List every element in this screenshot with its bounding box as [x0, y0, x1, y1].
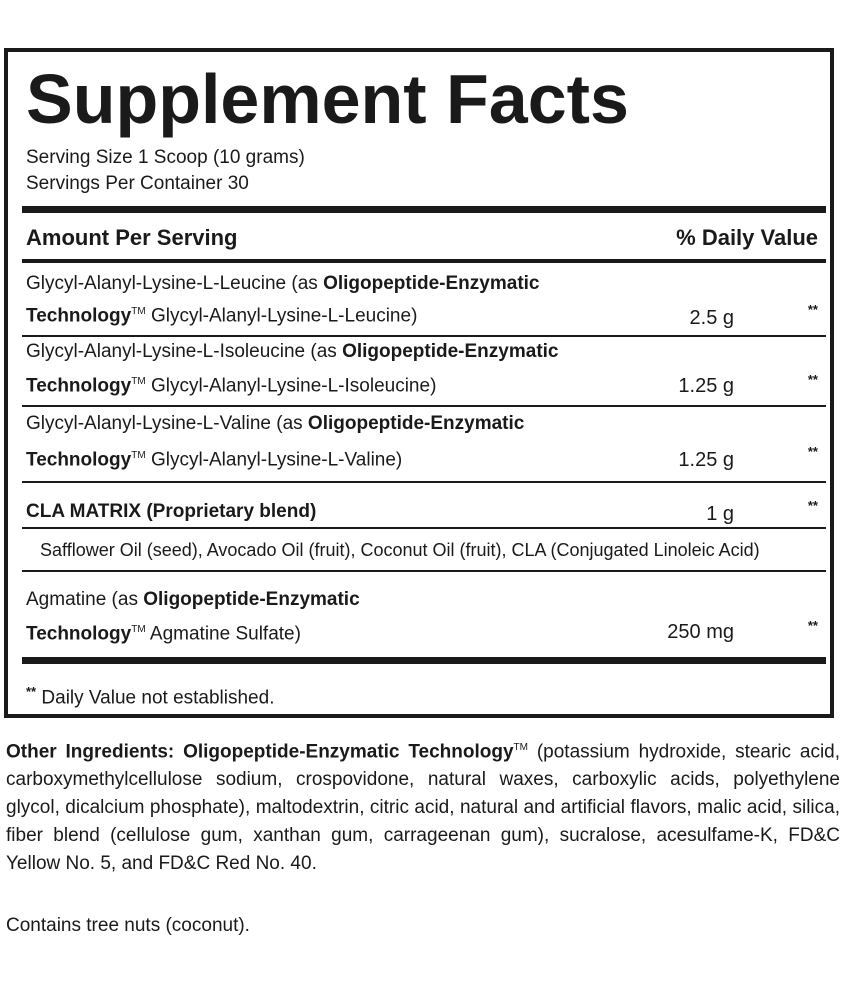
row-valine-line2: Technology™ Glycyl-Alanyl-Lysine-L-Valine) — [26, 449, 403, 471]
row-agmatine-amount: 250 mg — [667, 621, 734, 643]
row-leucine-line2: Technology™ Glycyl-Alanyl-Lysine-L-Leucine) — [26, 305, 418, 327]
row-valine-line1: Glycyl-Alanyl-Lysine-L-Valine (as Oligopeptide-Enzymatic — [26, 413, 525, 434]
other-ingredients-label: Other Ingredients: — [6, 741, 175, 763]
supplement-facts-panel — [4, 48, 834, 718]
row-leucine-dv: ** — [807, 302, 818, 317]
row-leucine-line1: Glycyl-Alanyl-Lysine-L-Leucine (as Oligopeptide-Enzymatic — [26, 273, 540, 294]
row-cla-amount: 1 g — [706, 503, 734, 525]
row-valine-dv: ** — [807, 444, 818, 459]
divider-row — [22, 335, 826, 337]
header-amount-per-serving: Amount Per Serving — [26, 225, 238, 250]
row-leucine-amount: 2.5 g — [689, 307, 734, 329]
allergen-statement: Contains tree nuts (coconut). — [6, 915, 250, 936]
row-isoleucine-line1: Glycyl-Alanyl-Lysine-L-Isoleucine (as Oligopeptide-Enzymatic — [26, 341, 559, 362]
footnote: ** Daily Value not established. — [26, 684, 275, 709]
row-cla-label: CLA MATRIX (Proprietary blend) — [26, 501, 317, 522]
row-valine-amount: 1.25 g — [678, 449, 734, 471]
row-agmatine-dv: ** — [807, 618, 818, 633]
divider-row — [22, 570, 826, 572]
row-isoleucine-line2: Technology™ Glycyl-Alanyl-Lysine-L-Isoleucine) — [26, 375, 437, 397]
serving-size: Serving Size 1 Scoop (10 grams) — [26, 147, 305, 168]
servings-per-container: Servings Per Container 30 — [26, 173, 249, 194]
divider-row — [22, 481, 826, 483]
header-daily-value: % Daily Value — [676, 225, 818, 250]
row-cla-dv: ** — [807, 498, 818, 513]
divider-header — [22, 259, 826, 263]
other-ingredients: Other Ingredients: Oligopeptide-Enzymatic Technology™ (potassium hydroxide, stearic acid, carboxymethylcellulose sodium, crospovidone, natural waxes, carboxylic acids, polyethylene glycol, dicalcium phosphate), maltodextrin, citric acid, natural and artificial flavors, malic acid, silica, fiber blend (cellulose gum, xanthan gum, carrageenan gum), sucralose, acesulfame-K, FD&C Yellow No. 5, and FD&C Red No. 40. — [6, 741, 841, 875]
row-agmatine-line2: Technology™ Agmatine Sulfate) — [26, 623, 301, 645]
divider-thick — [22, 206, 826, 213]
panel-title: Supplement Facts — [26, 60, 629, 138]
row-isoleucine-dv: ** — [807, 372, 818, 387]
divider-thick — [22, 657, 826, 664]
row-isoleucine-amount: 1.25 g — [678, 375, 734, 397]
divider-row — [22, 405, 826, 407]
divider-row — [22, 527, 826, 529]
row-agmatine-line1: Agmatine (as Oligopeptide-Enzymatic — [26, 589, 360, 610]
row-cla-ingredients: Safflower Oil (seed), Avocado Oil (fruit), Coconut Oil (fruit), CLA (Conjugated Linoleic Acid) — [40, 540, 760, 560]
